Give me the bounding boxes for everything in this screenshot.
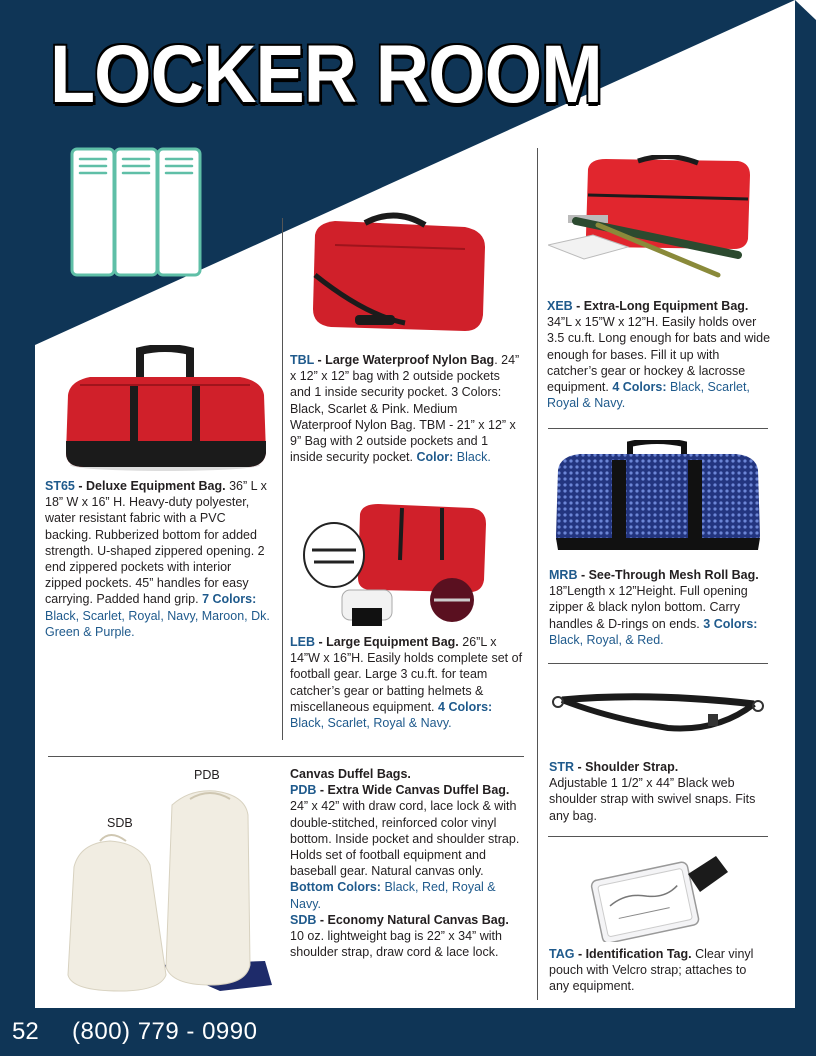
st65-body: 36” L x 18” W x 16” H. Heavy-duty polyester, water resistant fabric with a PVC backing. Rubberized bottom for added strength. U-shaped zippered opening. 2 end zippered pockets with interior zipped pockets. 45” handles for easy carrying. Padded hand grip. bbox=[45, 479, 267, 607]
canvas-bags-image bbox=[60, 785, 275, 997]
st65-bag-image bbox=[60, 345, 270, 475]
st65-description bbox=[45, 478, 270, 640]
leb-name: - Large Equipment Bag. bbox=[315, 635, 459, 649]
canvas-heading: Canvas Duffel Bags. bbox=[290, 767, 411, 781]
xeb-description bbox=[547, 298, 772, 411]
str-description bbox=[549, 759, 774, 824]
sdb-name: - Economy Natural Canvas Bag. bbox=[316, 912, 509, 927]
st65-colors-label: 7 Colors: bbox=[202, 592, 257, 607]
sdb-body: 10 oz. lightweight bag is 22” x 34” with shoulder strap, draw cord & lace lock. bbox=[290, 929, 502, 960]
leb-bag-image bbox=[302, 500, 492, 635]
tbl-colors-label: Color: bbox=[416, 450, 454, 465]
mrb-name: - See-Through Mesh Roll Bag. bbox=[577, 568, 759, 582]
pdb-body: 24” x 42” with draw cord, lace lock & with double-stitched, reinforced color vinyl bottom. Inside pocket and shoulder strap. Holds set of football equipment and baseball gear. Natural canvas only. bbox=[290, 799, 520, 879]
tag-image bbox=[588, 852, 730, 942]
mrb-bag-image bbox=[550, 440, 765, 558]
sdb-image-label: SDB bbox=[107, 816, 133, 830]
tbl-name: - Large Waterproof Nylon Bag bbox=[314, 353, 495, 367]
tag-description bbox=[549, 946, 769, 995]
tbl-bag-image bbox=[305, 205, 490, 345]
xeb-code: XEB bbox=[547, 299, 573, 313]
tbl-colors: Black. bbox=[456, 450, 491, 465]
xeb-body: 34”L x 15”W x 12”H. Easily holds over 3.5 cu.ft. Long enough for bats and wide enough for bases. Fill it up with catcher’s gear or hockey & lacrosse equipment. bbox=[547, 315, 771, 395]
str-code: STR bbox=[549, 760, 574, 774]
mrb-body: 18”Length x 12”Height. Full opening zipper & black nylon bottom. Carry handles & D-rings on ends. bbox=[549, 584, 748, 631]
xeb-name: - Extra-Long Equipment Bag. bbox=[572, 299, 749, 313]
mrb-description bbox=[549, 567, 769, 648]
tbl-body: . 24” x 12” x 12” bag with 2 outside pockets and 1 inside security pocket. 3 Colors: Black, Scarlet & Pink. Medium Waterproof Nylon Bag. TBM - 21” x 12” x 9” Bag with 2 outside pockets and 1 inside security pocket. bbox=[290, 353, 520, 465]
leb-description bbox=[290, 634, 525, 731]
st65-code: ST65 bbox=[45, 479, 75, 493]
pdb-name: - Extra Wide Canvas Duffel Bag. bbox=[316, 783, 510, 798]
str-body: Adjustable 1 1/2” x 44” Black web shoulder strap with swivel snaps. Fits any bag. bbox=[549, 776, 756, 823]
page-number: 52 bbox=[12, 1018, 39, 1045]
pdb-colors: Black, Red, Royal & Navy. bbox=[290, 880, 496, 911]
xeb-colors-label: 4 Colors: bbox=[612, 380, 667, 395]
str-strap-image bbox=[548, 688, 766, 740]
page-title: LOCKER ROOM bbox=[50, 29, 602, 120]
mrb-colors: Black, Royal, & Red. bbox=[549, 632, 664, 647]
tag-code: TAG bbox=[549, 947, 575, 961]
locker-icon bbox=[70, 147, 202, 279]
tag-body: Clear vinyl pouch with Velcro strap; attaches to any equipment. bbox=[549, 947, 754, 994]
phone-number: (800) 779 - 0990 bbox=[72, 1018, 258, 1045]
sdb-code: SDB bbox=[290, 912, 317, 927]
pdb-image-label: PDB bbox=[194, 768, 220, 782]
leb-code: LEB bbox=[290, 635, 315, 649]
st65-name: - Deluxe Equipment Bag. bbox=[74, 479, 226, 493]
tbl-description bbox=[290, 352, 522, 465]
tag-name: - Identification Tag. bbox=[574, 947, 692, 961]
pdb-code: PDB bbox=[290, 783, 317, 798]
column-divider-right bbox=[537, 148, 538, 1000]
section-divider-canvas bbox=[48, 756, 524, 757]
section-divider-xeb bbox=[548, 428, 768, 429]
st65-colors: Black, Scarlet, Royal, Navy, Maroon, Dk. Green & Purple. bbox=[45, 608, 270, 639]
xeb-colors: Black, Scarlet, Royal & Navy. bbox=[547, 380, 750, 411]
leb-colors: Black, Scarlet, Royal & Navy. bbox=[290, 716, 452, 731]
section-divider-mrb bbox=[548, 663, 768, 664]
pdb-colors-label: Bottom Colors: bbox=[290, 880, 381, 895]
canvas-description bbox=[290, 766, 525, 960]
mrb-code: MRB bbox=[549, 568, 578, 582]
tbl-code: TBL bbox=[290, 353, 315, 367]
mrb-colors-label: 3 Colors: bbox=[703, 616, 758, 631]
section-divider-str bbox=[548, 836, 768, 837]
leb-colors-label: 4 Colors: bbox=[438, 699, 493, 714]
str-name: - Shoulder Strap. bbox=[574, 760, 679, 774]
column-divider-left bbox=[282, 218, 283, 740]
xeb-bag-image bbox=[548, 155, 763, 290]
leb-body: 26”L x 14”W x 16”H. Easily holds complete set of football gear. Large 3 cu.ft. for team catcher’s gear or batting helmets & miscellaneous equipment. bbox=[290, 635, 523, 714]
